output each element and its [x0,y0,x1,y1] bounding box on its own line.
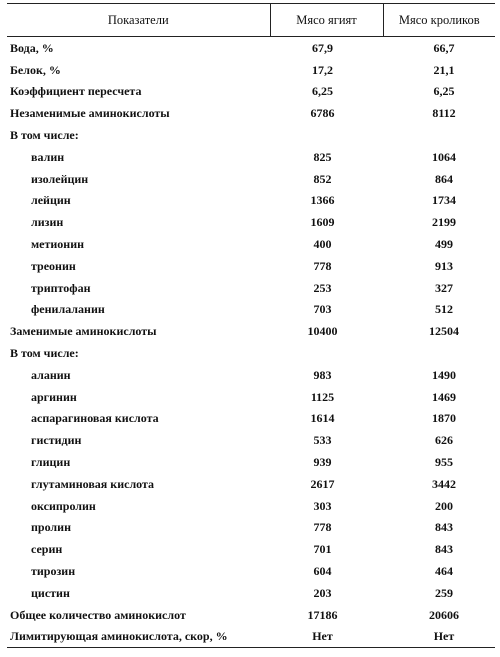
value-yak: 303 [313,498,332,513]
table-row [7,102,495,124]
value-yak: 778 [313,258,332,273]
value-rabbit: 21,1 [433,62,455,77]
value-yak: 778 [313,520,332,535]
value-yak: 6786 [310,106,335,121]
value-yak: 67,9 [312,40,333,55]
value-rabbit: 913 [435,258,453,273]
header-rabbit-meat: Мясо кроликов [383,4,495,37]
row-label: глицин [31,455,71,470]
value-rabbit: Нет [383,626,495,648]
row-label: Вода, % [10,40,54,55]
table-row [7,168,495,190]
value-rabbit: 1064 [432,149,456,164]
value-rabbit: 843 [435,520,453,535]
table-row [7,233,495,255]
value-yak: 10400 [307,324,338,339]
table-row [7,386,495,408]
table-row [7,473,495,495]
table-row [7,320,495,342]
row-label: валин [31,149,65,164]
value-rabbit: 464 [435,564,453,579]
row-label: В том числе: [10,346,79,361]
header-yak-meat: Мясо ягият [270,4,383,37]
table-row [7,626,495,648]
value-yak: 17186 [307,607,338,622]
value-rabbit: 259 [435,585,453,600]
value-yak: 533 [313,433,332,448]
value-rabbit: 499 [435,237,453,252]
value-rabbit: 8112 [432,106,456,121]
value-rabbit: 1734 [432,193,456,208]
row-label: глутаминовая кислота [31,476,155,491]
row-label: аланин [31,367,71,382]
table-row [7,364,495,386]
table-row [7,255,495,277]
value-rabbit: 955 [435,455,453,470]
value-yak: 1614 [310,411,335,426]
row-label: оксипролин [31,498,96,513]
value-rabbit: 200 [435,498,453,513]
value-yak: 17,2 [312,62,333,77]
table-row [7,408,495,430]
row-label: тирозин [31,564,76,579]
row-label: лизин [31,215,64,230]
table-row [7,81,495,103]
row-label: пролин [31,520,71,535]
value-yak: 6,25 [312,84,333,99]
table-row [7,190,495,212]
value-yak: 852 [313,171,332,186]
row-label: аргинин [31,389,77,404]
row-label: треонин [31,258,76,273]
row-label: метионин [31,237,85,252]
value-rabbit: 327 [435,280,453,295]
value-yak: 939 [313,455,332,470]
row-label: Коэффициент пересчета [10,84,142,99]
value-yak: 1366 [310,193,335,208]
value-rabbit [383,124,495,146]
header-indicators: Показатели [7,4,270,37]
value-rabbit: 843 [435,542,453,557]
row-label: Заменимые аминокислоты [10,324,157,339]
table-header-row [7,4,495,37]
value-yak: 1609 [310,215,335,230]
value-yak: 2617 [310,476,335,491]
composition-table-container [7,3,495,653]
value-rabbit: 66,7 [433,40,455,55]
value-yak [270,124,383,146]
value-yak: 203 [313,585,332,600]
row-label: Общее количество аминокислот [10,607,186,622]
table-row [7,429,495,451]
table-row [7,560,495,582]
value-yak: Нет [270,626,383,648]
table-row [7,211,495,233]
row-label: фенилаланин [31,302,105,317]
value-rabbit: 20606 [429,607,459,622]
row-label: серин [31,542,63,557]
row-label: аспарагиновая кислота [31,411,159,426]
table-row [7,451,495,473]
value-rabbit: 1469 [432,389,456,404]
row-label: гистидин [31,433,82,448]
value-yak: 703 [313,302,332,317]
table-body [7,37,495,648]
row-label: цистин [31,585,70,600]
row-label: Незаменимые аминокислоты [10,106,170,121]
value-rabbit: 1870 [432,411,456,426]
row-label: В том числе: [10,128,79,143]
table-row [7,517,495,539]
value-rabbit: 1490 [432,367,456,382]
value-rabbit: 626 [435,433,453,448]
value-rabbit: 2199 [432,215,456,230]
row-label: изолейцин [31,171,89,186]
composition-table [7,3,495,648]
table-row [7,299,495,321]
value-rabbit: 512 [435,302,453,317]
row-label: лейцин [31,193,71,208]
value-rabbit: 6,25 [433,84,455,99]
row-label: триптофан [31,280,91,295]
value-yak: 400 [313,237,332,252]
value-yak: 604 [313,564,332,579]
table-row [7,277,495,299]
value-yak: 1125 [310,389,335,404]
value-rabbit: 864 [435,171,453,186]
row-label: Белок, % [10,62,61,77]
value-yak [270,342,383,364]
table-row [7,124,495,146]
table-row [7,582,495,604]
value-yak: 983 [313,367,332,382]
table-row [7,538,495,560]
table-row [7,495,495,517]
table-row [7,342,495,364]
row-label: Лимитирующая аминокислота, скор, % [7,626,270,648]
value-yak: 701 [313,542,332,557]
table-row [7,59,495,81]
value-yak: 825 [313,149,332,164]
value-rabbit: 12504 [429,324,459,339]
value-yak: 253 [313,280,332,295]
value-rabbit [383,342,495,364]
table-row [7,146,495,168]
table-row [7,37,495,59]
value-rabbit: 3442 [432,476,456,491]
table-row [7,604,495,626]
